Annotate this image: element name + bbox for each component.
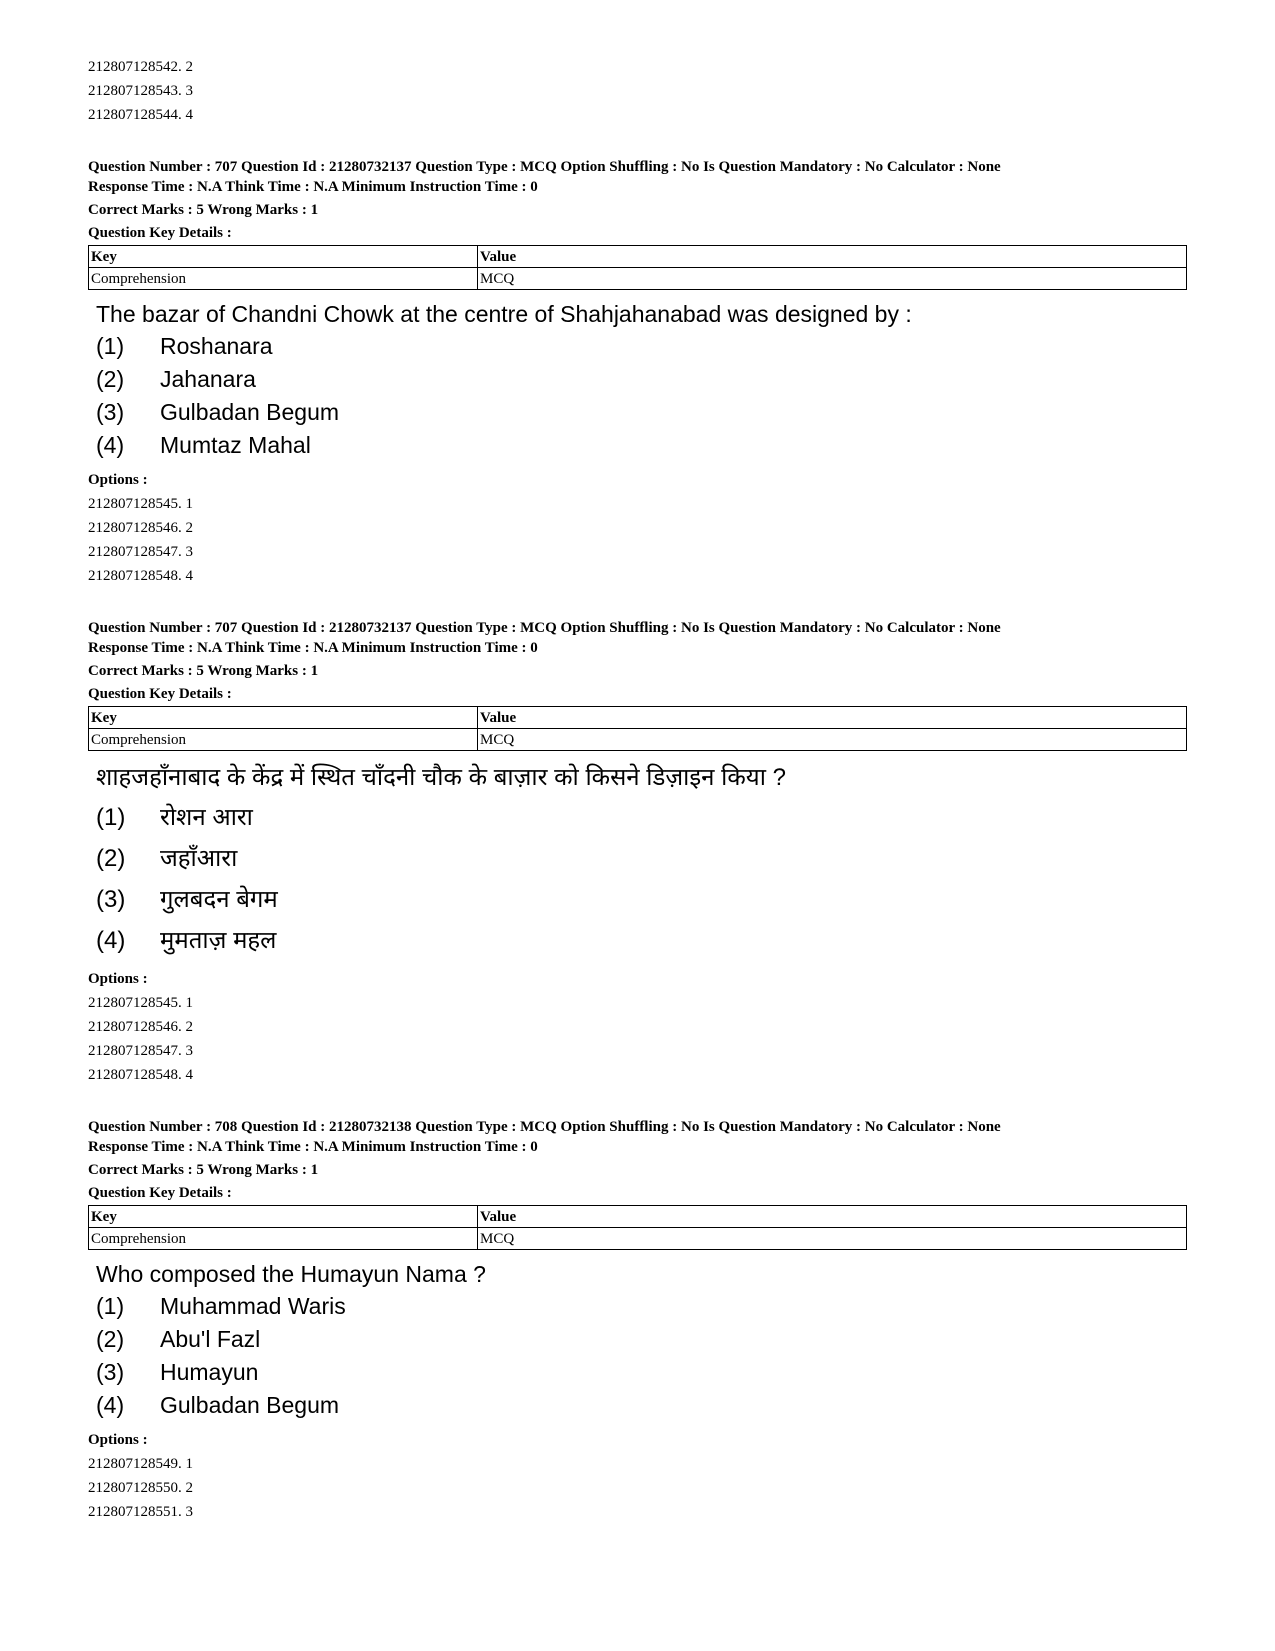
question-timing-line: Response Time : N.A Think Time : N.A Minimum Instruction Time : 0 bbox=[88, 1139, 538, 1155]
choice-number: (1) bbox=[96, 1293, 125, 1319]
table-header-key: Key bbox=[89, 707, 478, 729]
choice-number: (2) bbox=[96, 1326, 125, 1352]
choice-number: (2) bbox=[96, 845, 126, 872]
table-header-key: Key bbox=[89, 1206, 478, 1228]
answer-choice bbox=[96, 797, 1187, 838]
answer-choice bbox=[96, 330, 1187, 363]
answer-choice bbox=[96, 429, 1187, 462]
option-id-line: 212807128551. 3 bbox=[88, 1504, 193, 1520]
table-header-value: Value bbox=[478, 246, 1187, 268]
question-meta-line: Question Number : 708 Question Id : 21280732138 Question Type : MCQ Option Shuffling : No Is Question Mandatory : No Calculator : None bbox=[88, 1119, 1001, 1135]
key-details-label: Question Key Details : bbox=[88, 686, 232, 702]
choice-label: रोशन आरा bbox=[160, 804, 253, 831]
question-timing-line: Response Time : N.A Think Time : N.A Minimum Instruction Time : 0 bbox=[88, 640, 538, 656]
table-cell-key: Comprehension bbox=[89, 1228, 478, 1250]
key-details-label: Question Key Details : bbox=[88, 225, 232, 241]
option-id-line: 212807128548. 4 bbox=[88, 1067, 193, 1083]
option-id-line: 212807128545. 1 bbox=[88, 496, 193, 512]
question-block bbox=[88, 157, 1187, 588]
option-id-line: 212807128546. 2 bbox=[88, 520, 193, 536]
choice-label: जहाँआरा bbox=[160, 845, 238, 872]
option-id-line: 212807128544. 4 bbox=[88, 107, 193, 123]
key-details-label: Question Key Details : bbox=[88, 1185, 232, 1201]
choice-label: Roshanara bbox=[160, 333, 273, 359]
question-meta-line: Question Number : 707 Question Id : 21280732137 Question Type : MCQ Option Shuffling : No Is Question Mandatory : No Calculator : None bbox=[88, 620, 1001, 636]
choice-label: Gulbadan Begum bbox=[160, 399, 340, 425]
choice-number: (1) bbox=[96, 804, 126, 831]
option-id-line: 212807128547. 3 bbox=[88, 1043, 193, 1059]
key-details-table bbox=[88, 706, 1187, 751]
table-cell-key: Comprehension bbox=[89, 729, 478, 751]
choice-number: (4) bbox=[96, 432, 125, 458]
table-header-value: Value bbox=[478, 1206, 1187, 1228]
question-timing-line: Response Time : N.A Think Time : N.A Minimum Instruction Time : 0 bbox=[88, 179, 538, 195]
answer-choice bbox=[96, 879, 1187, 920]
table-header-key: Key bbox=[89, 246, 478, 268]
option-id-line: 212807128547. 3 bbox=[88, 544, 193, 560]
table-cell-value: MCQ bbox=[478, 268, 1187, 290]
question-block bbox=[88, 618, 1187, 1087]
answer-choice bbox=[96, 920, 1187, 961]
choice-label: Gulbadan Begum bbox=[160, 1392, 340, 1418]
option-id-line: 212807128545. 1 bbox=[88, 995, 193, 1011]
marks-line: Correct Marks : 5 Wrong Marks : 1 bbox=[88, 663, 319, 679]
table-header-value: Value bbox=[478, 707, 1187, 729]
question-meta-line: Question Number : 707 Question Id : 21280732137 Question Type : MCQ Option Shuffling : No Is Question Mandatory : No Calculator : None bbox=[88, 159, 1001, 175]
question-text: The bazar of Chandni Chowk at the centre of Shahjahanabad was designed by : bbox=[96, 301, 912, 327]
choice-label: मुमताज़ महल bbox=[160, 927, 277, 954]
answer-choice bbox=[96, 1323, 1187, 1356]
options-label: Options : bbox=[88, 1432, 148, 1448]
choice-number: (4) bbox=[96, 1392, 125, 1418]
key-details-table bbox=[88, 1205, 1187, 1250]
option-id-line: 212807128542. 2 bbox=[88, 59, 193, 75]
options-label: Options : bbox=[88, 971, 148, 987]
choice-label: Abu'l Fazl bbox=[160, 1326, 261, 1352]
choice-label: Mumtaz Mahal bbox=[160, 432, 311, 458]
option-id-line: 212807128548. 4 bbox=[88, 568, 193, 584]
answer-choice bbox=[96, 1356, 1187, 1389]
answer-choice bbox=[96, 396, 1187, 429]
question-text: शाहजहाँनाबाद के केंद्र में स्थित चाँदनी चौक के बाज़ार को किसने डिज़ाइन किया ? bbox=[96, 764, 786, 791]
table-cell-value: MCQ bbox=[478, 1228, 1187, 1250]
table-cell-value: MCQ bbox=[478, 729, 1187, 751]
option-id-line: 212807128546. 2 bbox=[88, 1019, 193, 1035]
question-meta bbox=[88, 618, 1187, 704]
choice-label: Muhammad Waris bbox=[160, 1293, 346, 1319]
choice-number: (1) bbox=[96, 333, 125, 359]
option-id-line: 212807128550. 2 bbox=[88, 1480, 193, 1496]
option-id-line: 212807128549. 1 bbox=[88, 1456, 193, 1472]
marks-line: Correct Marks : 5 Wrong Marks : 1 bbox=[88, 1162, 319, 1178]
options-label: Options : bbox=[88, 472, 148, 488]
answer-choice bbox=[96, 1290, 1187, 1323]
choice-number: (3) bbox=[96, 399, 125, 425]
choice-number: (2) bbox=[96, 366, 125, 392]
answer-choice bbox=[96, 363, 1187, 396]
answer-choice bbox=[96, 838, 1187, 879]
key-details-table bbox=[88, 245, 1187, 290]
choice-label: Jahanara bbox=[160, 366, 256, 392]
question-block bbox=[88, 1117, 1187, 1524]
previous-options-list bbox=[88, 0, 1187, 127]
answer-choice bbox=[96, 1389, 1187, 1422]
question-meta bbox=[88, 157, 1187, 243]
question-meta bbox=[88, 1117, 1187, 1203]
question-text: Who composed the Humayun Nama ? bbox=[96, 1261, 486, 1287]
table-cell-key: Comprehension bbox=[89, 268, 478, 290]
choice-label: गुलबदन बेगम bbox=[160, 886, 278, 913]
choice-number: (4) bbox=[96, 927, 126, 954]
marks-line: Correct Marks : 5 Wrong Marks : 1 bbox=[88, 202, 319, 218]
option-id-line: 212807128543. 3 bbox=[88, 83, 193, 99]
choice-number: (3) bbox=[96, 886, 126, 913]
choice-label: Humayun bbox=[160, 1359, 259, 1385]
choice-number: (3) bbox=[96, 1359, 125, 1385]
